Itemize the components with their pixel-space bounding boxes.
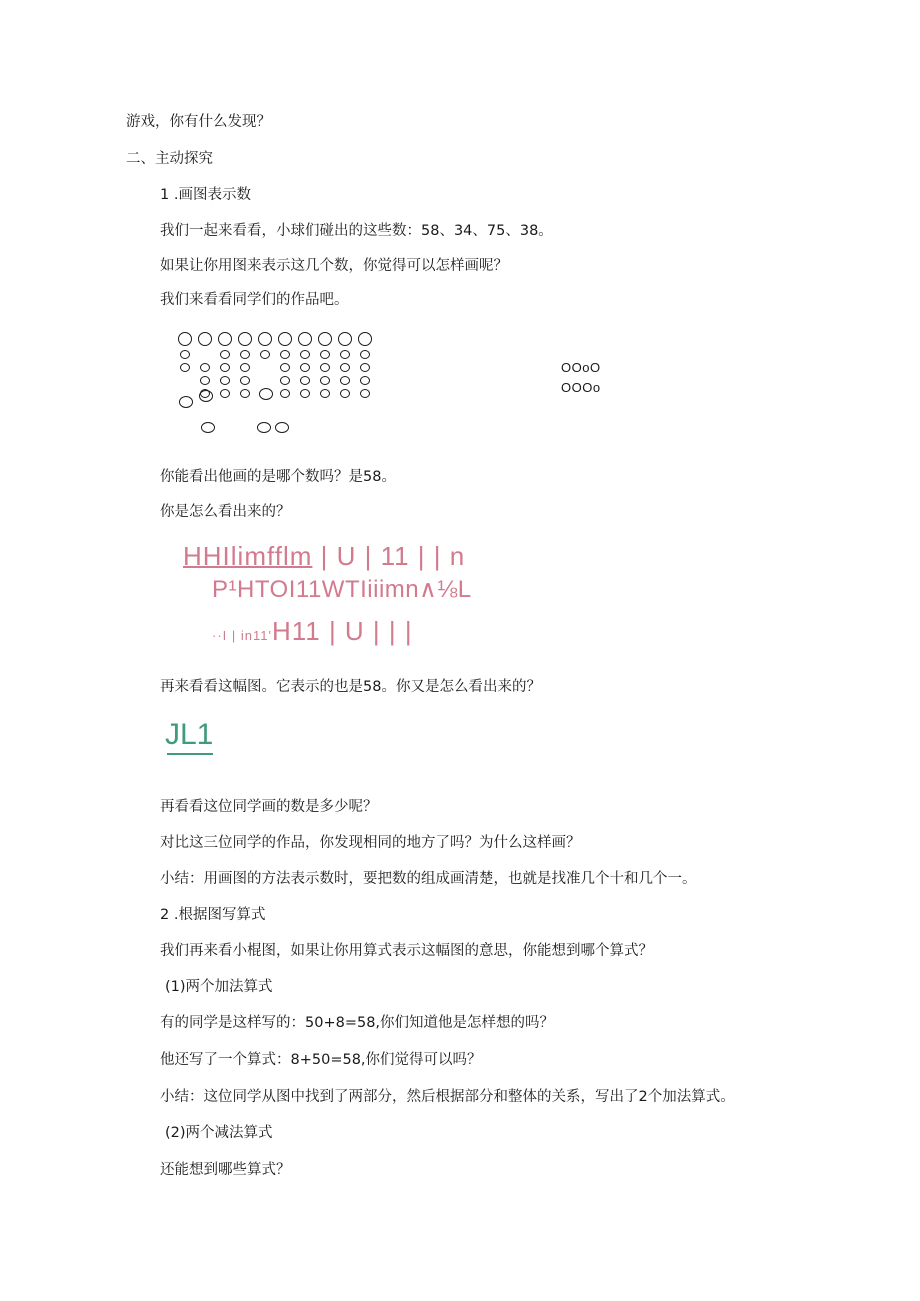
green-underline xyxy=(167,753,213,755)
drawn-oval xyxy=(201,422,215,433)
drawn-oval xyxy=(298,332,312,346)
drawn-oval xyxy=(240,389,250,398)
small-ovals-row: OOOo xyxy=(561,380,601,395)
text-line: 如果让你用图来表示这几个数，你觉得可以怎样画呢？ xyxy=(160,258,508,274)
section-heading: 二、主动探究 xyxy=(126,151,213,167)
sub-item-heading: (1)两个加法算式 xyxy=(165,979,273,995)
drawn-oval xyxy=(318,332,332,346)
drawn-oval xyxy=(220,363,230,372)
text-line: 他还写了一个算式：8+50=58,你们觉得可以吗？ xyxy=(160,1052,482,1068)
drawn-oval xyxy=(180,350,190,359)
drawn-oval xyxy=(360,389,370,398)
drawn-oval xyxy=(340,363,350,372)
drawn-oval xyxy=(360,363,370,372)
text-line: 我们一起来看看，小球们碰出的这些数：58、34、75、38。 xyxy=(160,223,553,239)
subsection-heading: 1 .画图表示数 xyxy=(160,187,251,203)
drawn-oval xyxy=(238,332,252,346)
drawn-oval xyxy=(240,363,250,372)
stick-figure-line: P¹HTOI11WTIiiimn∧⅛L xyxy=(212,576,472,603)
drawn-oval xyxy=(278,332,292,346)
text-line: 有的同学是这样写的：50+8=58,你们知道他是怎样想的吗？ xyxy=(160,1015,555,1031)
drawn-oval xyxy=(300,350,310,359)
text-line: 对比这三位同学的作品，你发现相同的地方了吗？为什么这样画？ xyxy=(160,835,581,851)
small-ovals-row: OOoO xyxy=(561,360,601,375)
text-line: 再看看这位同学画的数是多少呢？ xyxy=(160,799,378,815)
drawn-oval xyxy=(358,332,372,346)
drawn-oval xyxy=(320,350,330,359)
drawn-oval xyxy=(198,332,212,346)
drawn-oval xyxy=(220,376,230,385)
drawn-oval xyxy=(275,422,289,433)
summary-line: 小结：用画图的方法表示数时，要把数的组成画清楚，也就是找准几个十和几个一。 xyxy=(160,871,697,887)
drawn-oval xyxy=(257,422,271,433)
drawn-oval xyxy=(360,376,370,385)
subsection-heading: 2 .根据图写算式 xyxy=(160,907,266,923)
drawn-oval xyxy=(179,396,193,408)
drawn-oval xyxy=(320,389,330,398)
drawn-oval xyxy=(340,350,350,359)
drawn-oval xyxy=(300,376,310,385)
sub-item-heading: (2)两个减法算式 xyxy=(165,1125,273,1141)
drawn-oval xyxy=(340,389,350,398)
drawn-oval xyxy=(200,376,210,385)
drawn-oval xyxy=(320,363,330,372)
text-line: 我们再来看小棍图，如果让你用算式表示这幅图的意思，你能想到哪个算式？ xyxy=(160,943,653,959)
drawn-oval xyxy=(180,363,190,372)
stick-figure-line: ··I | in11'H11 | U | | | xyxy=(212,616,413,646)
drawn-oval xyxy=(280,389,290,398)
drawn-oval xyxy=(240,376,250,385)
text-line: 还能想到哪些算式？ xyxy=(160,1162,291,1178)
text-line: 你能看出他画的是哪个数吗？是58。 xyxy=(160,469,396,485)
drawn-oval xyxy=(340,376,350,385)
drawn-oval xyxy=(220,389,230,398)
text-line: 我们来看看同学们的作品吧。 xyxy=(160,292,349,308)
summary-line: 小结：这位同学从图中找到了两部分，然后根据部分和整体的关系，写出了2个加法算式。 xyxy=(160,1089,735,1105)
text-line: 再来看看这幅图。它表示的也是58。你又是怎么看出来的？ xyxy=(160,679,541,695)
text-line: 你是怎么看出来的？ xyxy=(160,504,291,520)
drawn-oval xyxy=(280,363,290,372)
stick-figure-line: HHIlimfflm | U | 11 | | n xyxy=(183,541,466,571)
drawn-oval xyxy=(259,388,273,400)
drawn-oval xyxy=(280,376,290,385)
drawn-oval xyxy=(199,390,213,402)
drawn-oval xyxy=(300,363,310,372)
drawn-oval xyxy=(178,332,192,346)
drawn-oval xyxy=(258,332,272,346)
drawn-oval xyxy=(220,350,230,359)
drawn-oval xyxy=(280,350,290,359)
drawn-oval xyxy=(260,350,270,359)
drawn-oval xyxy=(300,389,310,398)
drawn-oval xyxy=(200,363,210,372)
oval-drawing-figure xyxy=(175,330,375,440)
text-line: 游戏，你有什么发现？ xyxy=(126,114,271,130)
drawn-oval xyxy=(360,350,370,359)
drawn-oval xyxy=(218,332,232,346)
green-figure: JL1 xyxy=(165,718,213,752)
drawn-oval xyxy=(338,332,352,346)
drawn-oval xyxy=(320,376,330,385)
drawn-oval xyxy=(240,350,250,359)
